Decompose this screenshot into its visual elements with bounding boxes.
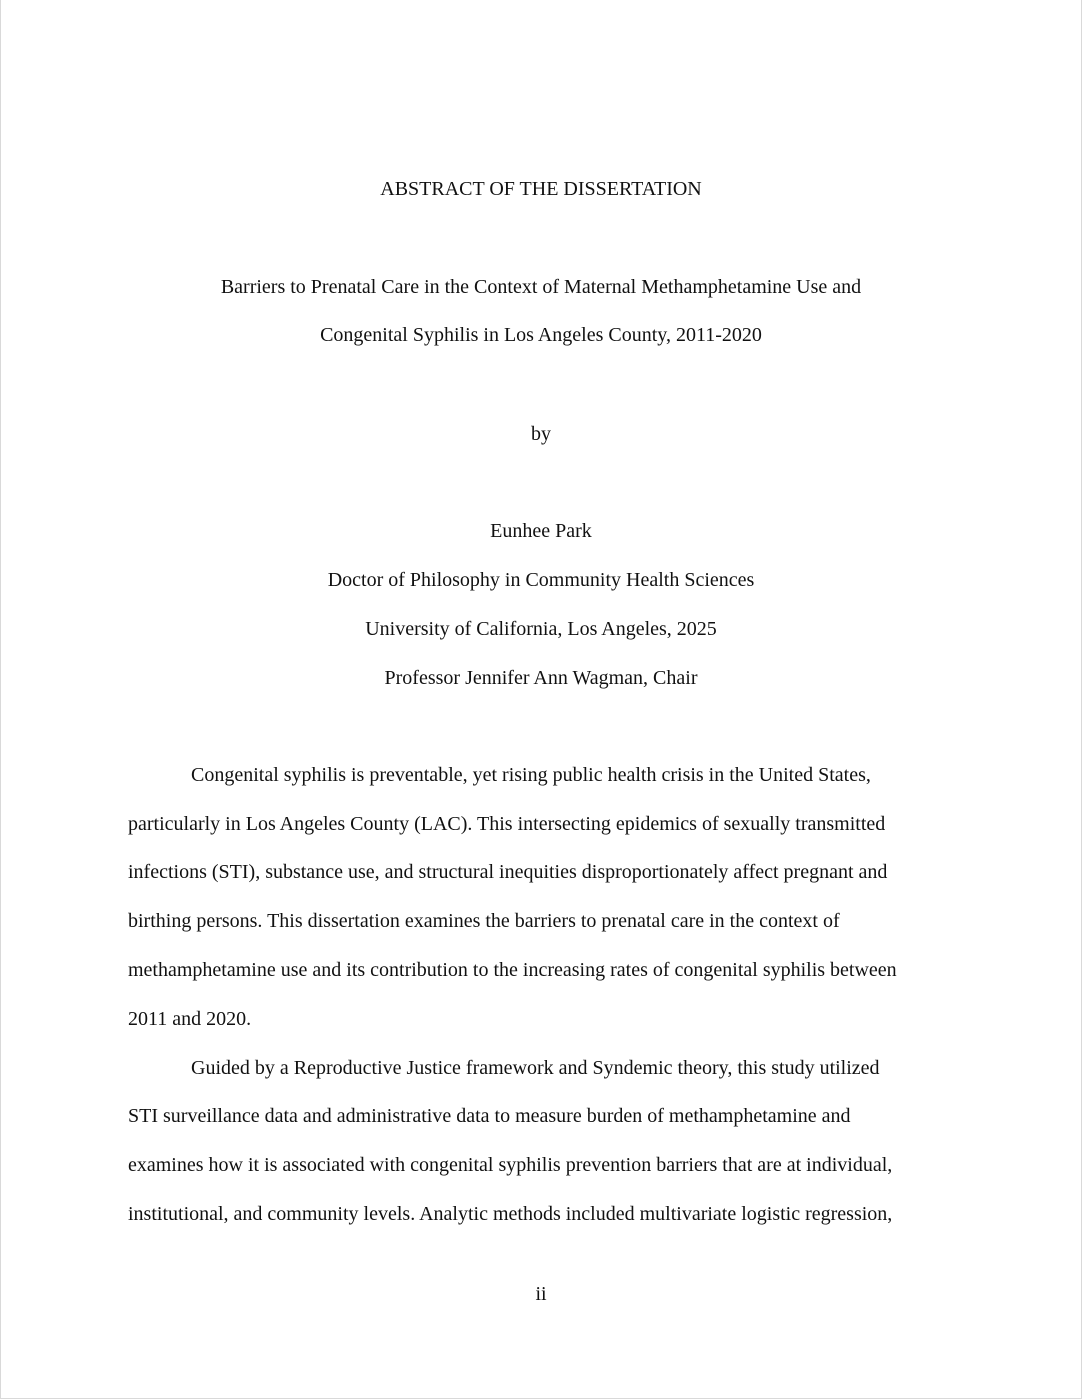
paragraph-line: methamphetamine use and its contribution to the increasing rates of congenital syphilis between bbox=[128, 959, 897, 981]
paragraph-line: examines how it is associated with congenital syphilis prevention barriers that are at individual, bbox=[128, 1154, 893, 1176]
page-number: ii bbox=[535, 1283, 547, 1305]
paragraph-line: infections (STI), substance use, and structural inequities disproportionately affect pregnant and bbox=[128, 861, 888, 883]
degree-line: Doctor of Philosophy in Community Health Sciences bbox=[327, 569, 755, 591]
paragraph-line: birthing persons. This dissertation examines the barriers to prenatal care in the context of bbox=[128, 910, 840, 932]
by-label: by bbox=[531, 423, 551, 445]
institution-line: University of California, Los Angeles, 2025 bbox=[365, 618, 717, 640]
paragraph-line: Congenital syphilis is preventable, yet rising public health crisis in the United States, bbox=[191, 764, 871, 786]
paragraph-line: institutional, and community levels. Analytic methods included multivariate logistic regression, bbox=[128, 1203, 893, 1225]
author-name: Eunhee Park bbox=[490, 520, 592, 542]
paragraph-line: 2011 and 2020. bbox=[128, 1008, 252, 1030]
paragraph-line: Guided by a Reproductive Justice framework and Syndemic theory, this study utilized bbox=[191, 1057, 880, 1079]
chair-line: Professor Jennifer Ann Wagman, Chair bbox=[384, 667, 698, 689]
paragraph-line: STI surveillance data and administrative data to measure burden of methamphetamine and bbox=[128, 1105, 851, 1127]
abstract-heading: ABSTRACT OF THE DISSERTATION bbox=[380, 178, 702, 200]
title-line-2: Congenital Syphilis in Los Angeles County, 2011-2020 bbox=[320, 324, 762, 346]
title-line-1: Barriers to Prenatal Care in the Context of Maternal Methamphetamine Use and bbox=[220, 276, 862, 298]
paragraph-line: particularly in Los Angeles County (LAC). This intersecting epidemics of sexually transmitted bbox=[128, 813, 886, 835]
